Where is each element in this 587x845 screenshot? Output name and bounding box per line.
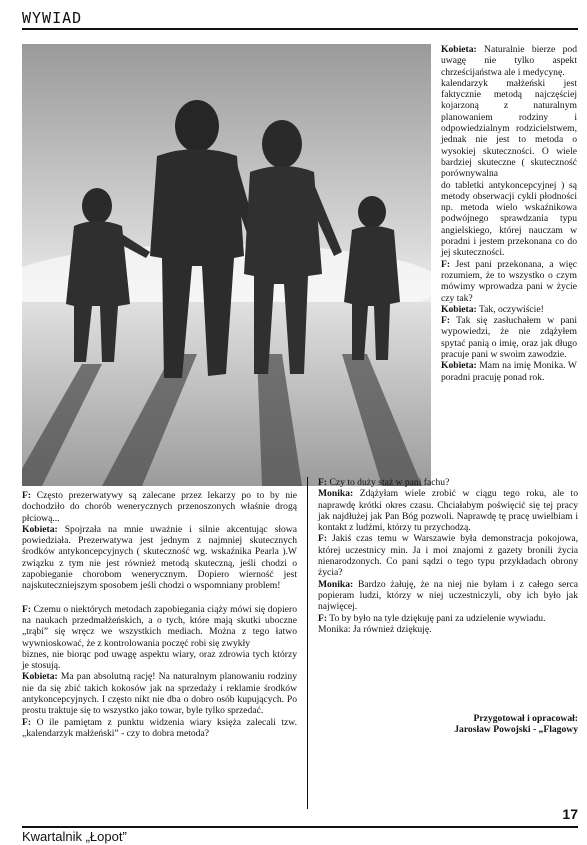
paragraph-text: Tak się zasłuchałem w pani wypowiedzi, że nie zdążyłem spytać panią o imię, oraz jak długo pracuje pani w swoim zawodzie. xyxy=(441,315,577,361)
speaker-label: Kobieta: xyxy=(22,523,58,535)
paragraph-text: O ile pamiętam z punktu widzenia wiary księża zalecali tzw. „kalendarzyk małżeński” - czy to dobra metoda? xyxy=(22,716,297,739)
paragraph-text: Zdążyłam wiele zrobić w ciągu tego roku, ale to naprawdę krótki okres czasu. Chciałabym poświęcić się tej pracy jak najdłużej jak Pan Bóg pozwoli. Naprawdę tę pracę uwielbiam i kontakt z ludźmi, którzy tu przychodzą. xyxy=(318,488,578,534)
paragraph-text: do tabletki antykoncepcyjnej ) są metody obserwacji cykli płodności np. metoda wielo wskaźnikowa podwójnego sprawdzania typu angielskiego, której nauczam w poradni i jestem przekonana co do jej skuteczności. xyxy=(441,179,577,259)
speaker-label: F: xyxy=(318,477,328,488)
middle-column xyxy=(318,477,578,635)
interview-paragraph xyxy=(318,613,578,624)
interview-paragraph xyxy=(441,259,577,304)
paragraph-text: Czy to duży staż w pani fachu? xyxy=(327,477,450,488)
paragraph-text: biznes, nie biorąc pod uwagę aspektu wiary, oraz zdrowia tych którzy je stosują. xyxy=(22,648,297,672)
interview-paragraph xyxy=(441,304,577,315)
interview-paragraph xyxy=(441,44,577,78)
paragraph-text: Ma pan absolutną rację! Na naturalnym planowaniu rodziny nie da się zbić takich kokosów jak na sprzedaży i reklamie środków antykoncepcyjnych. I często nikt nie dba o dobro osób kupujących. Po prostu traktuje się to wszystko jako towar, byle tylko sprzedać. xyxy=(22,671,297,717)
interview-paragraph xyxy=(318,488,578,533)
paragraph-text: Jest pani przekonana, a więc rozumiem, że to wszystko o czym mówimy wprowadza pani w życie czy tak? xyxy=(441,258,577,304)
left-column xyxy=(22,490,297,739)
interview-paragraph xyxy=(318,579,578,613)
top-rule xyxy=(22,28,578,30)
family-silhouette-photo xyxy=(22,44,431,486)
section-title: WYWIAD xyxy=(22,9,83,27)
interview-paragraph xyxy=(441,180,577,259)
speaker-label: F: xyxy=(441,258,451,270)
paragraph-text: Bardzo żałuję, że na niej nie byłam i z całego serca popieram ludzi, którzy w niej uczestniczyli, oby ich było jak najwięcej. xyxy=(318,578,578,613)
paragraph-text: To by było na tyle dziękuję pani za udzielenie wywiadu. xyxy=(327,612,546,624)
interview-paragraph xyxy=(318,624,578,635)
interview-paragraph xyxy=(22,524,297,592)
paragraph-text: kalendarzyk małżeński jest faktycznie metodą najczęściej kojarzoną z naturalnym planowaniem rodziny i odpowiedzialnym rodzicielstwem, jednak nie jest to metoda o wysokiej skuteczności. O wiele bardziej skuteczne ( skuteczność porównywalna xyxy=(441,77,577,180)
interview-paragraph xyxy=(22,490,297,524)
paragraph-text: Mam na imię Monika. W poradni pracuję ponad rok. xyxy=(441,360,577,383)
speaker-label: F: xyxy=(318,533,328,545)
right-column xyxy=(441,44,577,383)
paragraph-text: Jakiś czas temu w Warszawie była demonstracja pokojowa, której uczestnicy min. Ja i moi znajomi z gazety bronili życia nienarodzonych. Co pani sądzi o tego typu przykładach obrony życia? xyxy=(318,533,578,579)
speaker-label: Kobieta: xyxy=(441,44,477,55)
interview-paragraph xyxy=(22,717,297,740)
page-number: 17 xyxy=(562,806,578,822)
speaker-label: Kobieta: xyxy=(441,303,477,315)
interview-paragraph xyxy=(441,360,577,383)
interview-paragraph xyxy=(441,78,577,180)
column-divider xyxy=(307,477,308,809)
paragraph-gap xyxy=(22,592,297,604)
speaker-label: F: xyxy=(22,603,32,615)
paragraph-text: Monika: Ja również dziękuję. xyxy=(318,623,432,635)
paragraph-text: Naturalnie bierze pod uwagę nie tylko aspekt chrześcijaństwa ale i medycynę. xyxy=(441,44,577,78)
paragraph-text: Tak, oczywiście! xyxy=(476,303,544,315)
speaker-label: F: xyxy=(22,716,32,728)
speaker-label: Kobieta: xyxy=(441,360,477,372)
interview-paragraph xyxy=(22,671,297,716)
paragraph-text: Często prezerwatywy są zalecane przez lekarzy po to by nie dochodziło do chorób wenerycznych przenoszonych właśnie drogą płciową... xyxy=(22,490,297,524)
paragraph-text: Spojrzała na mnie uważnie i silnie akcentując słowa powiedziała. Prezerwatywa jest jednym z najmniej skutecznych środków antykoncepcyjnych ( skuteczność wg. wskaźnika Pearla ).W związku z tym nie jest również metodą skuteczną, jeśli chodzi o zapobieganie chorobom wenerycznym. Dopiero wierność jest najskuteczniejszym sposobem jeśli chodzi o wspomniany problem! xyxy=(22,523,297,592)
credit-line-2: Jarosław Powojski - „Flagowy xyxy=(454,724,578,736)
speaker-label: F: xyxy=(441,315,451,327)
bottom-rule xyxy=(22,826,578,828)
author-credit xyxy=(318,713,578,736)
speaker-label: Monika: xyxy=(318,488,354,500)
magazine-name: Kwartalnik „Łopot” xyxy=(22,829,127,844)
paragraph-text: Czemu o niektórych metodach zapobiegania ciąży mówi się dopiero na naukach przedmałżeńskich, a o tych, które mają skutki uboczne „trąbi” się wręcz we wszystkich mediach. Można z tego łatwo wywnioskować, że z kontrolowania poczęć robi się zwykły xyxy=(22,603,297,649)
interview-paragraph xyxy=(22,604,297,649)
interview-paragraph xyxy=(441,315,577,360)
speaker-label: F: xyxy=(22,490,32,501)
credit-line-1: Przygotował i opracował: xyxy=(473,713,578,724)
interview-paragraph xyxy=(22,649,297,672)
speaker-label: Kobieta: xyxy=(22,671,58,683)
interview-paragraph xyxy=(318,533,578,578)
speaker-label: F: xyxy=(318,612,328,624)
interview-paragraph xyxy=(318,477,578,488)
speaker-label: Monika: xyxy=(318,578,354,590)
